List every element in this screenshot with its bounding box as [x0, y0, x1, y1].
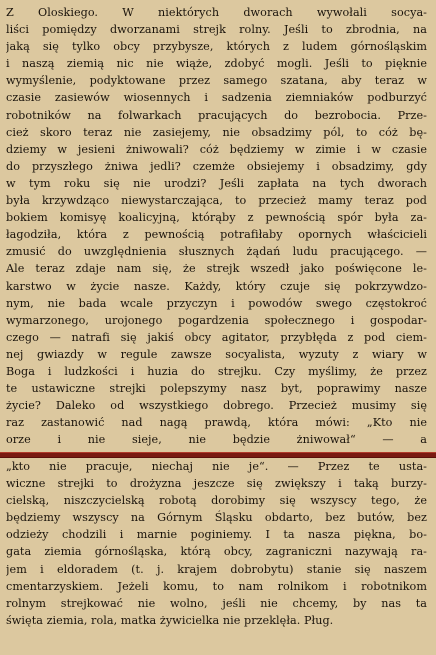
article-body-top	[6, 4, 427, 448]
article-top-line: cież skoro teraz nie zasiejemy, nie obsadzimy pól, to cóż bę-	[6, 125, 427, 139]
article-top-line: Z Oloskiego. W niektórych dworach wywołali socya-	[6, 6, 427, 19]
article-top-line: te ustawiczne strejki polepszymy nasz byt, poprawimy nasze	[6, 382, 427, 396]
article-bottom-line: jem i eldoradem (t. j. krajem dobrobytu) stanie się naszem	[6, 562, 427, 576]
article-top-line: czasie zasiewów wiosennych i sadzenia ziemniaków podburzyć	[6, 91, 427, 105]
article-top-line: bokiem komisyę koalicyjną, którąby z pewnością spór była za-	[6, 211, 427, 225]
article-bottom-line: gata ziemia górnośląska, którą obcy, zagraniczni nazywają ra-	[6, 545, 427, 559]
article-top-line: wymyślenie, podyktowane przez samego szatana, aby teraz w	[6, 74, 427, 88]
article-top-line: robotników na folwarkach pracujących do bezrobocia. Prze-	[6, 108, 427, 122]
article-top-line: karstwo w życie nasze. Każdy, który czuje się pokrzywdzo-	[6, 279, 427, 293]
article-body-bottom	[6, 458, 427, 629]
article-top-line: łagodziła, która z pewnością potrafiłaby opornych właścicieli	[6, 228, 427, 242]
article-top-line: liści pomiędzy dworzanami strejk rolny. Jeśli to zbrodnia, na	[6, 23, 427, 37]
article-bottom-line: święta ziemia, rola, matka żywicielka nie przeklęła. Pług.	[6, 613, 334, 627]
article-bottom-line: odzieży chodzili i marnie poginiemy. I ta nasza piękna, bo-	[6, 528, 427, 542]
article-top-line: była krzywdząco niewystarczająca, to przecież mamy teraz pod	[6, 194, 427, 208]
article-bottom-line: będziemy wszyscy na Górnym Śląsku obdarto, bez butów, bez	[6, 511, 427, 525]
article-top-line: raz zastanowić nad nagą prawdą, która mówi: „Kto nie	[6, 416, 427, 430]
article-top-line: nej gwiazdy w regule zawsze socyalista, wyzuty z wiary w	[6, 347, 427, 361]
article-top-line: zmusić do uwzględnienia słusznych żądań ludu pracującego. —	[6, 245, 427, 259]
article-top-line: i naszą ziemią nic nie wiąże, zdobyć mogli. Jeśli to pięknie	[6, 57, 427, 71]
article-bottom-line: „kto nie pracuje, niechaj nie je“. — Przez te usta-	[6, 460, 427, 473]
article-top-line: wymarzonego, urojonego pogardzenia społecznego i gospodar-	[6, 313, 427, 327]
article-bottom-line: wiczne strejki to drożyzna jeszcze się zwiększy i taką burzy-	[6, 477, 427, 491]
article-top-line: orze i nie sieje, nie będzie żniwował“ — a	[6, 433, 427, 447]
article-bottom-line: cielską, niszczycielską robotą dorobimy się wszyscy tego, że	[6, 494, 427, 508]
article-top-line: dziemy w jesieni żniwowali? cóż będziemy w zimie i w czasie	[6, 142, 427, 156]
article-top-line: życie? Daleko od wszystkiego dobrego. Przecież musimy się	[6, 399, 427, 413]
article-top-line: Boga i ludzkości i huzia do strejku. Czy myślimy, że przez	[6, 364, 427, 378]
article-bottom-line: rolnym strejkować nie wolno, jeśli nie chcemy, by nas ta	[6, 596, 427, 610]
article-top-line: Ale teraz zdaje nam się, że strejk wszedł jako poświęcone le-	[6, 262, 427, 276]
article-top-line: do przyszłego żniwa jedli? czemże obsiejemy i obsadzimy, gdy	[6, 159, 427, 173]
article-top-line: czego — natrafi się jakiś obcy agitator, przybłęda z pod ciem-	[6, 330, 427, 344]
article-top-line: w tym roku się nie urodzi? Jeśli zapłata na tych dworach	[6, 176, 427, 190]
article-bottom-line: cmentarzyskiem. Jeżeli komu, to nam rolnikom i robotnikom	[6, 579, 427, 593]
article-top-line: jaką się tylko obcy przybysze, których z ludem górnośląskim	[6, 40, 427, 54]
article-top-line: nym, nie bada wcale przyczyn i powodów swego częstokroć	[6, 296, 427, 310]
